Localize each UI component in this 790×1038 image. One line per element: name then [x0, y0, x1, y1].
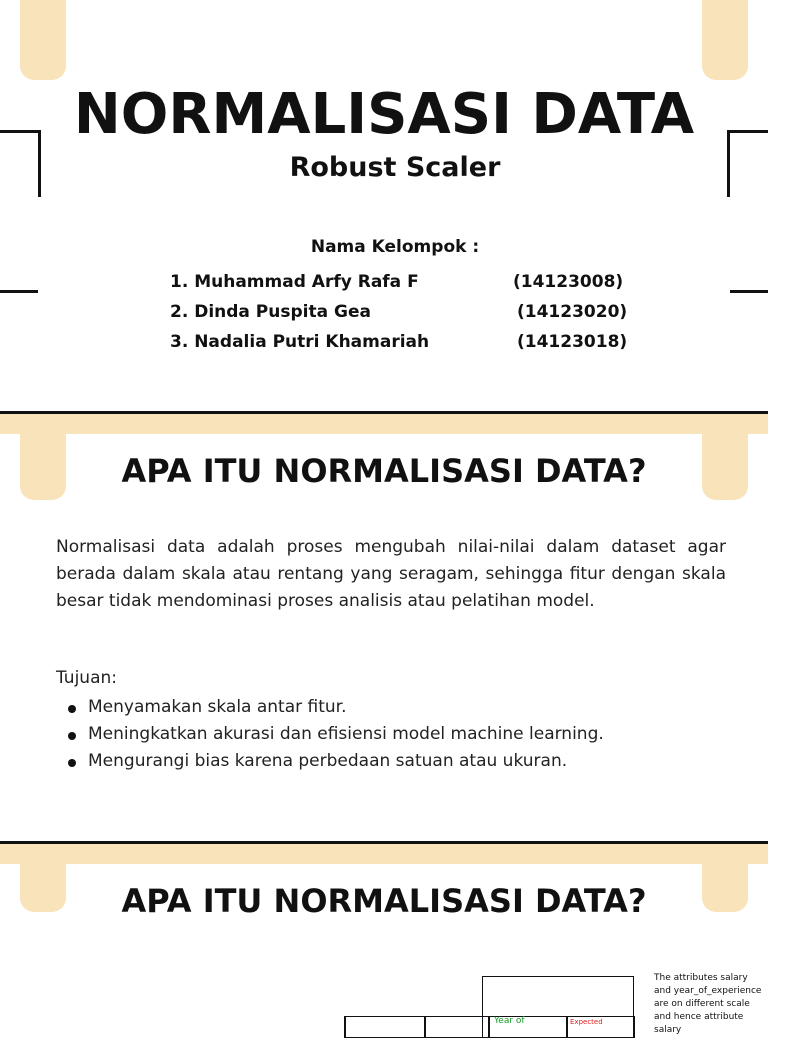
decor-tab-left	[20, 0, 66, 80]
bullet-icon	[68, 732, 76, 740]
section-heading: APA ITU NORMALISASI DATA?	[121, 882, 647, 920]
slide-subtitle: Robust Scaler	[289, 152, 501, 183]
figure-table-divider	[424, 1016, 426, 1038]
list-item: Mengurangi bias karena perbedaan satuan atau ukuran.	[66, 748, 604, 775]
list-item: Meningkatkan akurasi dan efisiensi model machine learning.	[66, 721, 604, 748]
definition-slide	[0, 414, 768, 842]
member-name: 3. Nadalia Putri Khamariah	[170, 332, 430, 352]
decor-top-bar	[0, 414, 768, 434]
member-id: (14123018)	[517, 332, 628, 352]
goals-list	[66, 694, 604, 775]
title-slide	[0, 0, 768, 412]
member-name: 2. Dinda Puspita Gea	[170, 302, 371, 322]
table-header-cell: Expected	[570, 1018, 603, 1026]
example-slide	[0, 844, 768, 1035]
member-id: (14123008)	[513, 272, 624, 292]
section-heading: APA ITU NORMALISASI DATA?	[121, 452, 647, 490]
table-header-cell: Year of	[494, 1016, 525, 1026]
member-row	[170, 302, 628, 322]
decor-dash-left	[0, 290, 38, 293]
member-id: (14123020)	[517, 302, 628, 322]
list-item: Menyamakan skala antar fitur.	[66, 694, 604, 721]
group-label: Nama Kelompok :	[310, 237, 480, 257]
bullet-icon	[68, 759, 76, 767]
goals-label: Tujuan:	[56, 668, 117, 688]
member-name: 1. Muhammad Arfy Rafa F	[170, 272, 419, 292]
bullet-icon	[68, 705, 76, 713]
slide-title: NORMALISASI DATA	[73, 82, 695, 147]
definition-paragraph: Normalisasi data adalah proses mengubah nilai-nilai dalam dataset agar berada dalam skala atau rentang yang seragam, sehingga fitur dengan skala besar tidak mendominasi proses analisis atau pelatihan model.	[56, 537, 726, 611]
decor-top-bar	[0, 844, 768, 864]
decor-tab-right	[702, 0, 748, 80]
member-row	[170, 272, 624, 292]
figure-note: The attributes salary and year_of_experience are on different scale and hence attribute salary	[654, 973, 762, 1035]
figure-table-divider	[488, 1016, 490, 1038]
member-row	[170, 332, 628, 352]
decor-dash-right	[730, 290, 768, 293]
figure-table-divider	[566, 1016, 568, 1038]
